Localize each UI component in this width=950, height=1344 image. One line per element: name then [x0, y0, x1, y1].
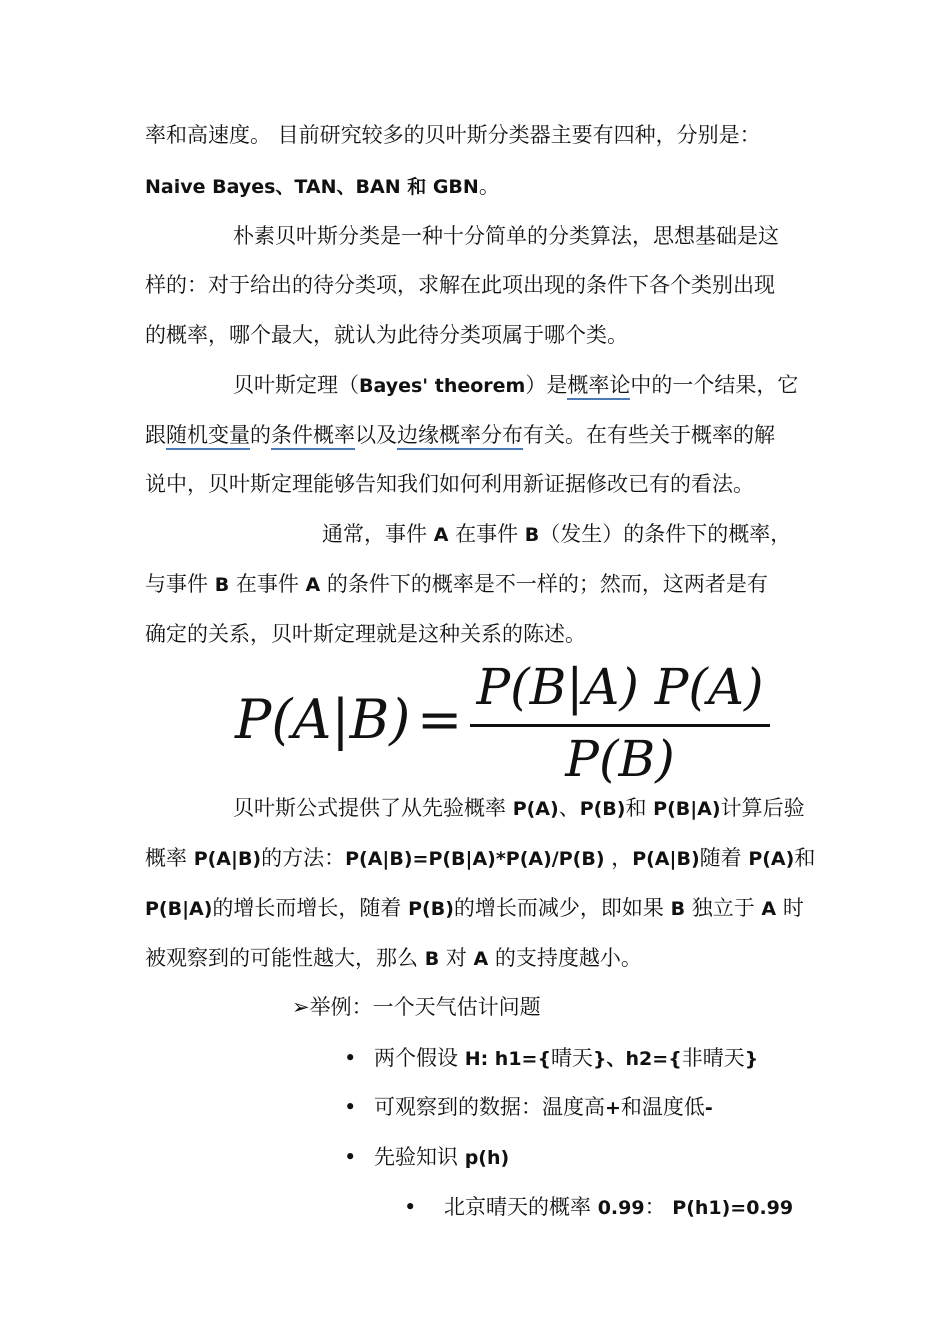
text: ：: [644, 1195, 673, 1219]
text: 与事件: [145, 572, 215, 596]
text: ）是: [525, 373, 568, 397]
paragraph-5-line-1: [233, 791, 805, 825]
fraction-bar: [470, 724, 770, 727]
text: 。: [478, 174, 500, 198]
term: 0.99: [597, 1197, 645, 1219]
text: 通常，事件: [322, 522, 434, 546]
classifier-names: Naive Bayes、TAN、BAN 和 GBN: [145, 176, 479, 198]
text: 的增长而减少，即如果: [453, 896, 671, 920]
text: 举例：一个天气估计问题: [309, 995, 541, 1019]
paragraph-1-line-1: [145, 118, 761, 152]
text: 两个假设: [374, 1046, 465, 1070]
text: 被观察到的可能性越大，那么: [145, 946, 425, 970]
text: 对: [439, 946, 474, 970]
text: 和: [794, 846, 816, 870]
event-b: B: [214, 574, 230, 596]
term: }: [744, 1048, 759, 1070]
term: p(h): [464, 1147, 510, 1169]
text: ，: [604, 846, 633, 870]
text: 说中，贝叶斯定理能够告知我们如何利用新证据修改已有的看法。: [145, 472, 754, 496]
paragraph-4-line-2: [145, 567, 768, 601]
text: 的: [250, 423, 271, 447]
formula-lhs: P(A|B): [235, 688, 411, 751]
text: 跟: [145, 423, 166, 447]
text: 贝叶斯公式提供了从先验概率: [233, 796, 513, 820]
term: -: [704, 1097, 713, 1119]
text: 的方法：: [261, 846, 346, 870]
list-item-hypotheses: [344, 1041, 758, 1075]
bullet-icon: •: [344, 1046, 357, 1070]
text: 中的一个结果，它: [630, 373, 799, 397]
event-a: A: [433, 524, 449, 546]
term: P(h1)=0.99: [672, 1197, 794, 1219]
term: P(B): [579, 798, 626, 820]
list-item-observations: [344, 1090, 713, 1124]
paragraph-4-line-3: [145, 617, 586, 651]
text: 率和高速度。 目前研究较多的贝叶斯分类器主要有四种，分别是：: [145, 123, 761, 147]
text: 朴素贝叶斯分类是一种十分简单的分类算法，思想基础是这: [233, 224, 779, 248]
bayes-formula: [235, 658, 775, 788]
term: P(A|B): [632, 848, 700, 870]
term: P(B|A): [653, 798, 721, 820]
text: 概率: [145, 846, 194, 870]
term: P(A|B): [193, 848, 262, 870]
text: 的增长而增长，随着: [212, 896, 409, 920]
text: 有关。在有些关于概率的解: [523, 423, 775, 447]
text: 确定的关系，贝叶斯定理就是这种关系的陈述。: [145, 622, 586, 646]
term: }、h2={: [593, 1048, 682, 1070]
link-marginal-distribution[interactable]: 边缘概率分布: [397, 423, 523, 450]
bullet-icon: •: [344, 1145, 357, 1169]
bayes-theorem-term: Bayes' theorem: [359, 375, 526, 397]
event-b: B: [670, 898, 686, 920]
term: P(A): [748, 848, 795, 870]
text: 和温度低: [620, 1095, 705, 1119]
link-random-variable[interactable]: 随机变量: [166, 423, 250, 450]
term: H: h1={: [464, 1048, 551, 1070]
link-conditional-probability[interactable]: 条件概率: [271, 423, 355, 450]
event-a: A: [761, 898, 777, 920]
text: 可观察到的数据：温度高: [374, 1095, 605, 1119]
text: 北京晴天的概率: [444, 1195, 598, 1219]
text: 在事件: [448, 522, 525, 546]
arrow-bullet-icon: ➢: [292, 995, 310, 1019]
text: 的概率，哪个最大，就认为此待分类项属于哪个类。: [145, 323, 628, 347]
text: 独立于: [685, 896, 762, 920]
text: 的支持度越小。: [488, 946, 642, 970]
paragraph-2-line-3: [145, 318, 628, 352]
term: P(B|A): [145, 898, 213, 920]
paragraph-3-line-1: [233, 368, 798, 402]
paragraph-4-line-1: [322, 517, 791, 551]
text: （发生）的条件下的概率，: [539, 522, 792, 546]
text: 先验知识: [374, 1145, 465, 1169]
list-item-prior: [344, 1140, 509, 1174]
term: +: [605, 1097, 621, 1119]
text: 样的：对于给出的待分类项，求解在此项出现的条件下各个类别出现: [145, 273, 775, 297]
text: 晴天: [551, 1046, 593, 1070]
term: P(A): [512, 798, 559, 820]
paragraph-5-line-3: [145, 891, 804, 925]
text: 的条件下的概率是不一样的；然而，这两者是有: [320, 572, 768, 596]
paragraph-3-line-3: [145, 467, 754, 501]
formula-denominator: P(B): [565, 730, 675, 788]
text: 以及: [355, 423, 397, 447]
paragraph-3-line-2: [145, 418, 775, 452]
event-a: A: [473, 948, 489, 970]
formula-numerator: P(B|A) P(A): [476, 658, 764, 716]
text: 、: [558, 796, 580, 820]
text: 时: [776, 896, 804, 920]
list-heading: [292, 990, 541, 1024]
term: P(B): [408, 898, 454, 920]
paragraph-1-line-2: [145, 169, 500, 203]
paragraph-5-line-2: [145, 841, 815, 875]
paragraph-5-line-4: [145, 941, 642, 975]
bullet-icon: •: [404, 1195, 417, 1219]
text: 非晴天: [681, 1046, 745, 1070]
paragraph-2-line-1: [233, 219, 779, 253]
inline-formula: P(A|B)=P(B|A)*P(A)/P(B): [345, 848, 605, 870]
link-probability-theory[interactable]: 概率论: [567, 373, 630, 400]
text: 在事件: [229, 572, 306, 596]
formula-equals: =: [417, 688, 463, 751]
text: 随着: [699, 846, 749, 870]
event-a: A: [305, 574, 321, 596]
sub-list-item-beijing: [404, 1190, 793, 1224]
bullet-icon: •: [344, 1095, 357, 1119]
paragraph-2-line-2: [145, 268, 775, 302]
text: 和: [625, 796, 654, 820]
event-b: B: [424, 948, 440, 970]
event-b: B: [524, 524, 540, 546]
text: 贝叶斯定理（: [233, 373, 359, 397]
text: 计算后验: [720, 796, 805, 820]
